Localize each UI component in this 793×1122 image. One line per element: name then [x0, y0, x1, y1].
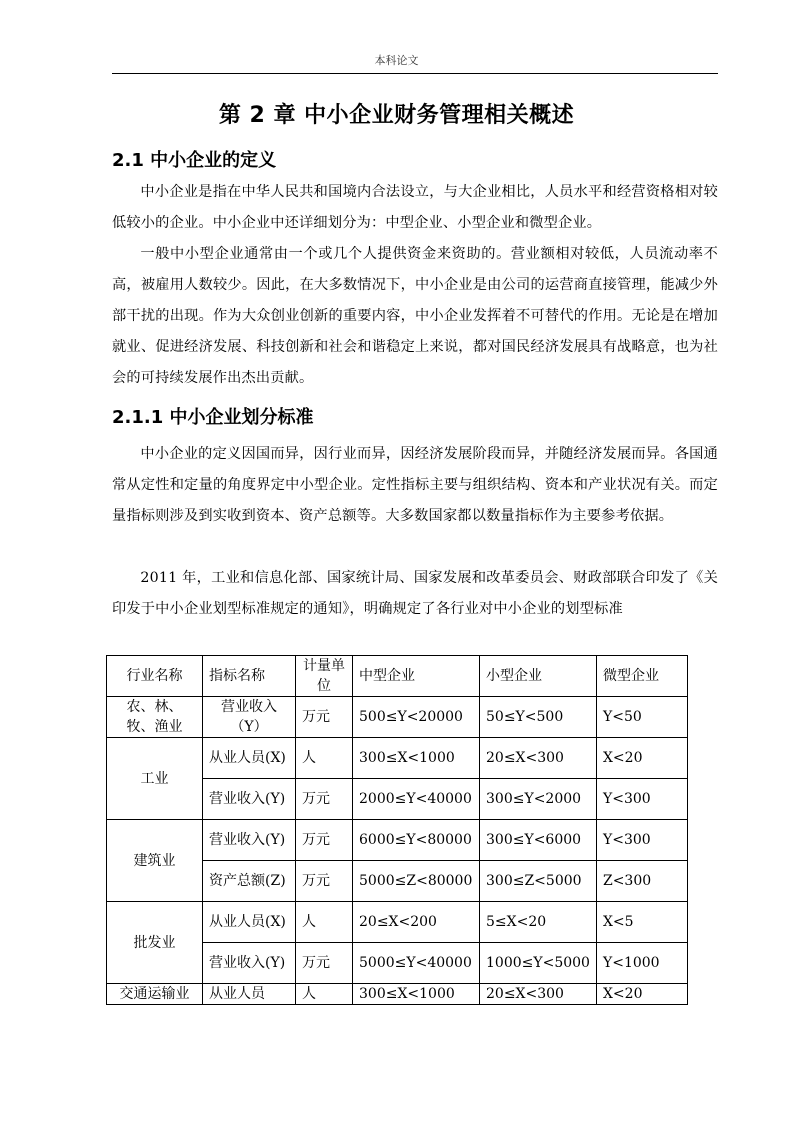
- table-row: [107, 902, 688, 943]
- unit-cell: 万元: [296, 779, 353, 820]
- small-cell: 300≤Y<6000: [480, 820, 597, 861]
- industry-cell: 批发业: [107, 902, 203, 984]
- micro-cell: Y<1000: [596, 943, 687, 984]
- indicator-cell: 从业人员(X): [203, 902, 296, 943]
- page-header: 本科论文: [374, 54, 419, 67]
- chapter-title: 第 2 章 中小企业财务管理相关概述: [218, 103, 575, 128]
- unit-cell: 万元: [296, 943, 353, 984]
- table-row: [107, 984, 688, 1005]
- medium-cell: 500≤Y<20000: [353, 697, 480, 738]
- header-rule: [112, 73, 718, 74]
- industry-cell: 交通运输业: [107, 984, 203, 1005]
- indicator-cell: 营业收入（Y）: [203, 697, 296, 738]
- section-heading-2-1: 2.1 中小企业的定义: [112, 150, 277, 171]
- small-cell: 1000≤Y<5000: [480, 943, 597, 984]
- indicator-cell: 资产总额(Z): [203, 861, 296, 902]
- table-row: [107, 697, 688, 738]
- header-cell: 行业名称: [107, 656, 203, 697]
- medium-cell: 300≤X<1000: [353, 738, 480, 779]
- unit-cell: 人: [296, 984, 353, 1005]
- table-header-row: [107, 656, 688, 697]
- small-cell: 5≤X<20: [480, 902, 597, 943]
- medium-cell: 5000≤Z<80000: [353, 861, 480, 902]
- unit-cell: 人: [296, 738, 353, 779]
- paragraph: 一般中小型企业通常由一个或几个人提供资金来资助的。营业额相对较低，人员流动率不高，被雇用人数较少。因此，在大多数情况下，中小企业是由公司的运营商直接管理，能减少外部干扰的出现。作为大众创业创新的重要内容，中小企业发挥着不可替代的作用。无论是在增加就业、促进经济发展、科技创新和社会和谐稳定上来说，都对国民经济发展具有战略意，也为社会的可持续发展作出杰出贡献。: [112, 246, 718, 386]
- medium-cell: 2000≤Y<40000: [353, 779, 480, 820]
- medium-cell: 20≤X<200: [353, 902, 480, 943]
- paragraph: 2011 年，工业和信息化部、国家统计局、国家发展和改革委员会、财政部联合印发了《关印发于中小企业划型标准规定的通知》，明确规定了各行业对中小企业的划型标准: [112, 570, 718, 617]
- micro-cell: X<20: [596, 738, 687, 779]
- unit-cell: 人: [296, 902, 353, 943]
- header-cell: 微型企业: [596, 656, 687, 697]
- micro-cell: Y<300: [596, 779, 687, 820]
- small-cell: 50≤Y<500: [480, 697, 597, 738]
- medium-cell: 6000≤Y<80000: [353, 820, 480, 861]
- indicator-cell: 从业人员: [203, 984, 296, 1005]
- header-cell: 小型企业: [480, 656, 597, 697]
- header-cell: 指标名称: [203, 656, 296, 697]
- header-cell: 中型企业: [353, 656, 480, 697]
- indicator-cell: 营业收入(Y): [203, 943, 296, 984]
- micro-cell: Y<50: [596, 697, 687, 738]
- medium-cell: 5000≤Y<40000: [353, 943, 480, 984]
- micro-cell: Z<300: [596, 861, 687, 902]
- micro-cell: X<20: [596, 984, 687, 1005]
- classification-table: [106, 655, 688, 1005]
- section-heading-2-1-1: 2.1.1 中小企业划分标准: [112, 407, 314, 428]
- medium-cell: 300≤X<1000: [353, 984, 480, 1005]
- indicator-cell: 从业人员(X): [203, 738, 296, 779]
- unit-cell: 万元: [296, 820, 353, 861]
- small-cell: 300≤Z<5000: [480, 861, 597, 902]
- table-row: [107, 820, 688, 861]
- small-cell: 20≤X<300: [480, 984, 597, 1005]
- unit-cell: 万元: [296, 861, 353, 902]
- indicator-cell: 营业收入(Y): [203, 779, 296, 820]
- table-row: [107, 738, 688, 779]
- industry-cell: 农、林、牧、渔业: [107, 697, 203, 738]
- small-cell: 20≤X<300: [480, 738, 597, 779]
- header-cell: 计量单位: [296, 656, 353, 697]
- unit-cell: 万元: [296, 697, 353, 738]
- paragraph: 中小企业是指在中华人民共和国境内合法设立，与大企业相比，人员水平和经营资格相对较低较小的企业。中小企业中还详细划分为：中型企业、小型企业和微型企业。: [112, 184, 718, 231]
- micro-cell: Y<300: [596, 820, 687, 861]
- indicator-cell: 营业收入(Y): [203, 820, 296, 861]
- industry-cell: 建筑业: [107, 820, 203, 902]
- micro-cell: X<5: [596, 902, 687, 943]
- industry-cell: 工业: [107, 738, 203, 820]
- paragraph: 中小企业的定义因国而异，因行业而异，因经济发展阶段而异，并随经济发展而异。各国通常从定性和定量的角度界定中小型企业。定性指标主要与组织结构、资本和产业状况有关。而定量指标则涉及到实收到资本、资产总额等。大多数国家都以数量指标作为主要参考依据。: [112, 446, 718, 524]
- small-cell: 300≤Y<2000: [480, 779, 597, 820]
